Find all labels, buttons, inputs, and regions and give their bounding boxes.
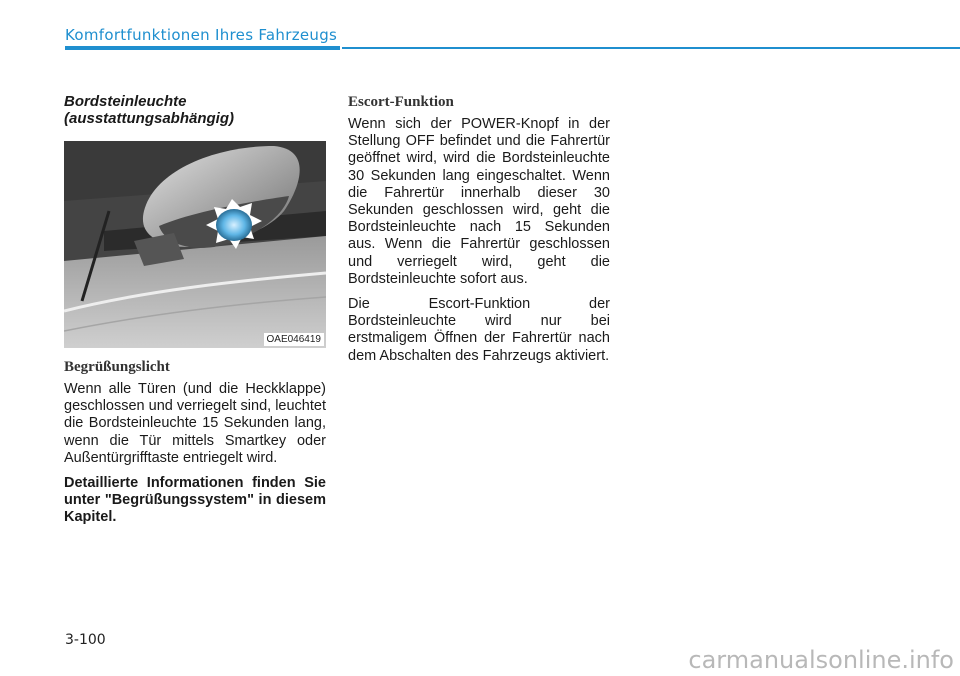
header-rule-thick: [65, 46, 340, 50]
paragraph-escort-1: Wenn sich der POWER-Knopf in der Stellung OFF befindet und die Fahrertür geöffnet wird, wird die Bordsteinleuchte 30 Sekunden lang eingeschaltet. Wenn die Fahrertür innerhalb dieser 30 Sekunden geschlossen wird, geht die Bordsteinleuchte nach 15 Sekunden aus. Wenn die Fahrertür geschlossen und verriegelt wird, geht die Bordsteinleuchte sofort aus.: [348, 116, 610, 287]
mirror-illustration-graphic: [64, 141, 326, 348]
paragraph-escort-2: Die Escort-Funktion der Bordsteinleuchte wird nur bei erstmaligem Öffnen der Fahrertür nach dem Abschalten des Fahrzeugs aktiviert.: [348, 296, 610, 364]
section-title-line2: (ausstattungsabhängig): [64, 110, 235, 127]
subsection-title-escort: Escort-Funktion: [348, 94, 454, 110]
figure-code: OAE046419: [264, 333, 325, 346]
subsection-title-welcome-light: Begrüßungslicht: [64, 359, 170, 375]
watermark: carmanualsonline.info: [688, 646, 954, 674]
page-number: 3-100: [65, 632, 106, 648]
header-rule-thin: [342, 47, 960, 49]
page-header-title: Komfortfunktionen Ihres Fahrzeugs: [65, 26, 338, 44]
mirror-puddle-lamp-illustration: [64, 141, 326, 348]
paragraph-reference-note: Detaillierte Informationen finden Sie unter "Begrüßungssystem" in diesem Kapitel.: [64, 475, 326, 526]
left-column: [64, 93, 326, 535]
right-column: [348, 93, 610, 373]
section-title: [64, 93, 326, 127]
paragraph-welcome-light: Wenn alle Türen (und die Heckklappe) geschlossen und verriegelt sind, leuchtet die Bordsteinleuchte 15 Sekunden lang, wenn die Tür mittels Smartkey oder Außentürgrifftaste entriegelt wird.: [64, 381, 326, 466]
section-title-line1: Bordsteinleuchte: [64, 93, 187, 110]
